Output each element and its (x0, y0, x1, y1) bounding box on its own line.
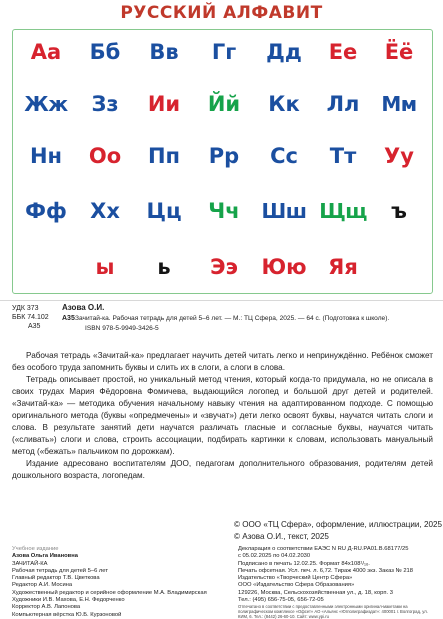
imprint-line: Компьютерная вёрстка Ю.Б. Курзоновой (12, 611, 122, 618)
letter-cell: Аа (30, 40, 62, 64)
letter-cell: Щщ (319, 199, 367, 223)
imprint-line: ООО «Издательство Сфера Образования» (238, 582, 355, 589)
letter-cell: Оо (88, 144, 122, 168)
alphabet-chart (12, 29, 433, 294)
letter-cell: Нн (29, 144, 63, 168)
letter-cell: Бб (89, 40, 121, 64)
letter-cell: Фф (25, 199, 67, 223)
letter-cell: Ии (147, 92, 181, 116)
letter-cell: Хх (90, 199, 120, 223)
copyright-line: © Азова О.И., текст, 2025 (234, 532, 329, 541)
letter-cell: Ее (328, 40, 358, 64)
imprint-line: Подписано в печать 12.02.25. Формат 84х108¹/₁₆. (238, 560, 370, 567)
letter-cell: Ёё (384, 40, 414, 64)
copyright-line: © ООО «ТЦ Сфера», оформление, иллюстрации, 2025 (234, 520, 442, 529)
divider (0, 300, 443, 301)
imprint-line: Рабочая тетрадь для детей 5–6 лет (12, 567, 108, 574)
desc-code: А35 (62, 315, 75, 322)
catalog-code: А35 (28, 323, 41, 330)
imprint-line: с 05.02.2025 по 04.02.2030 (238, 553, 311, 560)
udk-label: УДК 373 (12, 305, 39, 312)
letter-cell: Мм (381, 92, 417, 116)
letter-cell: Ээ (210, 255, 238, 279)
imprint-line: Отпечатано в соответствии с предоставленными электронными оригинал-макетами на полиграфическом комплексе «Офсет» АО «Альянс «Югполиграфиздат»: 400001 г. Волгоград, ул. КИМ, 6. Тел.: (8442) 26-60-10. Сайт: www.ypi.ru (238, 604, 428, 619)
imprint-line: Художники И.В. Махова, Е.Н. Федорченко (12, 597, 125, 604)
imprint-line: Издательство «Творческий Центр Сфера» (238, 575, 353, 582)
imprint-line: Художественный редактор и серийное оформление М.А. Владимирская (12, 589, 207, 596)
letter-cell: ы (95, 255, 115, 279)
bbk-label: ББК 74.102 (12, 314, 49, 321)
letter-cell: Пп (147, 144, 181, 168)
paragraph: Тетрадь описывает простой, но уникальный метод чтения, который когда-то придумала, но не описала в своих трудах Мария Фёдоровна Фомичева, выдающийся логопед и большой друг детей и родителей. «Зачитай-ка» — методика обучения начальному навыку чтения на адаптированном подходе. С помощью оригинального метода (буквы «опредмечены» и «звучат») дети легко освоят буквы, научатся читать слоги и слова. В результате занятий дети научатся различать гласные и согласные буквы, научатся читать («сливать») слоги и слова, строить ассоциации, подбирать картинки к словам, использовать мануальный метод («бежать» пальчиком по дорожкам). (12, 375, 433, 456)
imprint-line: ЗАЧИТАЙ-КА (12, 560, 48, 567)
imprint-line: Главный редактор Т.В. Цветкова (12, 575, 100, 582)
page-title: РУССКИЙ АЛФАВИТ (120, 3, 323, 23)
letter-cell: Цц (146, 199, 182, 223)
letter-cell: Яя (328, 255, 358, 279)
bibliographic-description (75, 314, 433, 333)
imprint-print-info (238, 546, 438, 619)
letter-cell: ь (157, 255, 171, 279)
annotation (12, 350, 433, 482)
desc-text: Зачитай-ка. Рабочая тетрадь для детей 5–6 лет. — М.: ТЦ Сфера, 2025. — 64 с. (Подготовка к школе). (75, 315, 390, 322)
imprint-line: Учебное издание (12, 546, 59, 552)
copyright-block (234, 519, 442, 543)
imprint-line: 129226, Москва, Сельскохозяйственная ул., д. 18, корп. 3 (238, 589, 393, 596)
letter-cell: Кк (268, 92, 300, 116)
letter-cell: Юю (261, 255, 307, 279)
imprint-line: Азова Ольга Ивановна (12, 553, 78, 560)
imprint-line: Тел.: (495) 656-75-05, 656-72-05 (238, 597, 324, 604)
letter-cell: Уу (384, 144, 414, 168)
letter-cell: Зз (91, 92, 119, 116)
author-line: Азова О.И. (62, 303, 105, 312)
letter-cell: Гг (211, 40, 237, 64)
letter-cell: Дд (266, 40, 302, 64)
letter-cell: Йй (207, 92, 241, 116)
letter-cell: Вв (149, 40, 179, 64)
paragraph: Рабочая тетрадь «Зачитай-ка» предлагает научить детей читать легко и непринуждённо. Ребёнок сможет без особого труда запомнить буквы и слить их в слоги, а слоги в слова. (12, 351, 433, 372)
letter-cell: Шш (261, 199, 307, 223)
letter-cell: Жж (24, 92, 68, 116)
imprint-line: Печать офсетная. Усл. печ. л. 6,72. Тираж 4000 экз. Заказ № 218 (238, 567, 414, 574)
letter-cell: Лл (326, 92, 360, 116)
isbn: ISBN 978-5-9949-3426-5 (85, 324, 159, 332)
imprint-line: Корректор А.В. Лапонова (12, 604, 81, 611)
letter-cell: Чч (208, 199, 240, 223)
paragraph: Издание адресовано воспитателям ДОО, педагогам дополнительного образования, родителям детей дошкольного возраста, логопедам. (12, 459, 433, 480)
imprint-line: Редактор А.И. Мосина (12, 582, 73, 589)
imprint-line: Декларация о соответствии ЕАЭС N RU Д-RU.PA01.B.68177/25 (238, 546, 409, 552)
letter-cell: Рр (208, 144, 240, 168)
letter-cell: ъ (391, 199, 407, 223)
letter-cell: Сс (270, 144, 298, 168)
imprint-credits (12, 546, 232, 619)
letter-cell: Тт (329, 144, 357, 168)
